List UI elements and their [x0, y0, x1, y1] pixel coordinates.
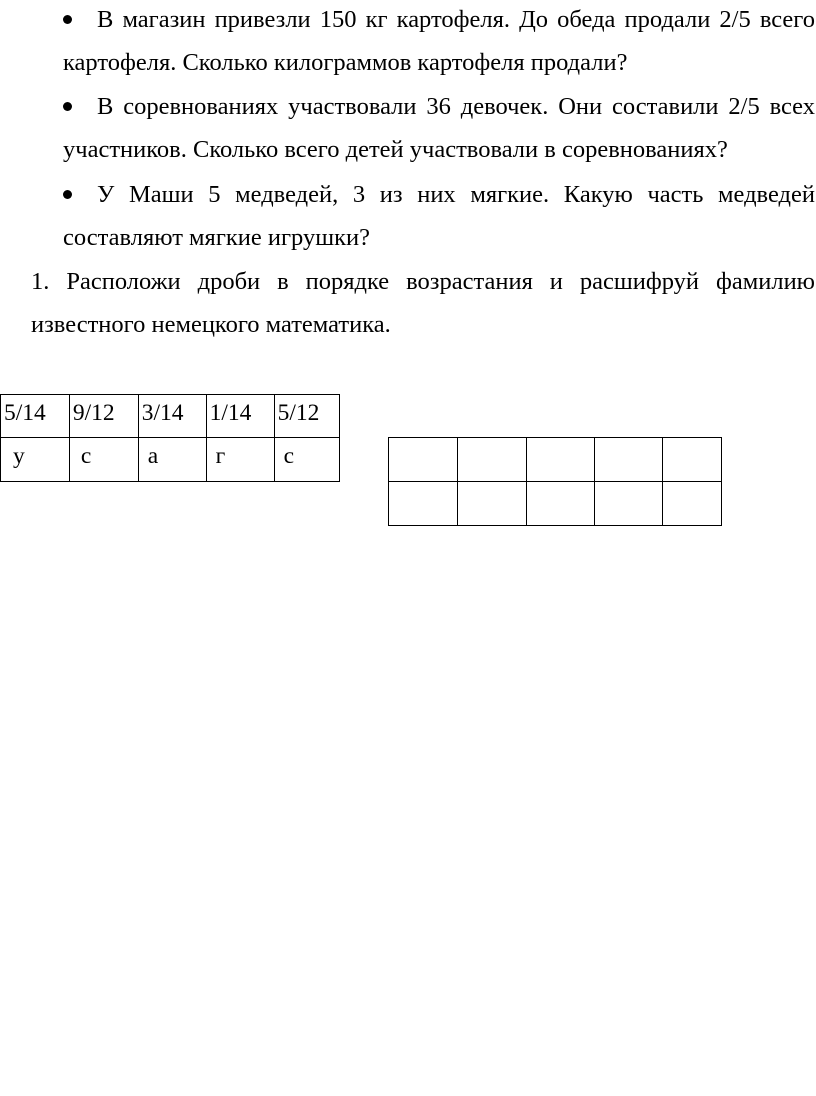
- fraction-cell: 1/14: [206, 395, 274, 438]
- fractions-row: [1, 395, 340, 438]
- answer-cell[interactable]: [389, 438, 458, 482]
- problem-1-line-1: В магазин привезли 150 кг картофеля. До обеда продали 2/5 всего: [97, 6, 815, 33]
- problem-3-line-1: У Маши 5 медведей, 3 из них мягкие. Какую часть медведей: [97, 181, 815, 208]
- answer-cell[interactable]: [663, 482, 722, 526]
- answer-cell[interactable]: [458, 438, 526, 482]
- fraction-cell: 5/14: [1, 395, 70, 438]
- fraction-cell: 9/12: [69, 395, 138, 438]
- fraction-cell: 3/14: [138, 395, 206, 438]
- letter-cell: а: [138, 438, 206, 482]
- answer-cell[interactable]: [526, 482, 594, 526]
- answer-row: [389, 482, 722, 526]
- letter-cell: с: [69, 438, 138, 482]
- answer-cell[interactable]: [595, 438, 663, 482]
- letter-cell: у: [1, 438, 70, 482]
- letter-cell: с: [274, 438, 339, 482]
- bullet-icon: [63, 15, 72, 24]
- task-line-2: известного немецкого математика.: [31, 311, 391, 338]
- answer-cell[interactable]: [526, 438, 594, 482]
- answer-grid: [388, 437, 722, 526]
- problem-2-line-2: участников. Сколько всего детей участвовали в соревнованиях?: [63, 136, 728, 163]
- answer-cell[interactable]: [458, 482, 526, 526]
- answer-cell[interactable]: [389, 482, 458, 526]
- problem-1-line-2: картофеля. Сколько килограммов картофеля продали?: [63, 49, 628, 76]
- answer-cell[interactable]: [663, 438, 722, 482]
- answer-row: [389, 438, 722, 482]
- problem-2-line-1: В соревнованиях участвовали 36 девочек. Они составили 2/5 всех: [97, 93, 815, 120]
- cipher-table: [0, 394, 340, 482]
- fraction-cell: 5/12: [274, 395, 339, 438]
- answer-cell[interactable]: [595, 482, 663, 526]
- bullet-icon: [63, 190, 72, 199]
- task-line-1: 1. Расположи дроби в порядке возрастания и расшифруй фамилию: [31, 268, 815, 295]
- letters-row: [1, 438, 340, 482]
- letter-cell: г: [206, 438, 274, 482]
- problem-3-line-2: составляют мягкие игрушки?: [63, 224, 370, 251]
- bullet-icon: [63, 102, 72, 111]
